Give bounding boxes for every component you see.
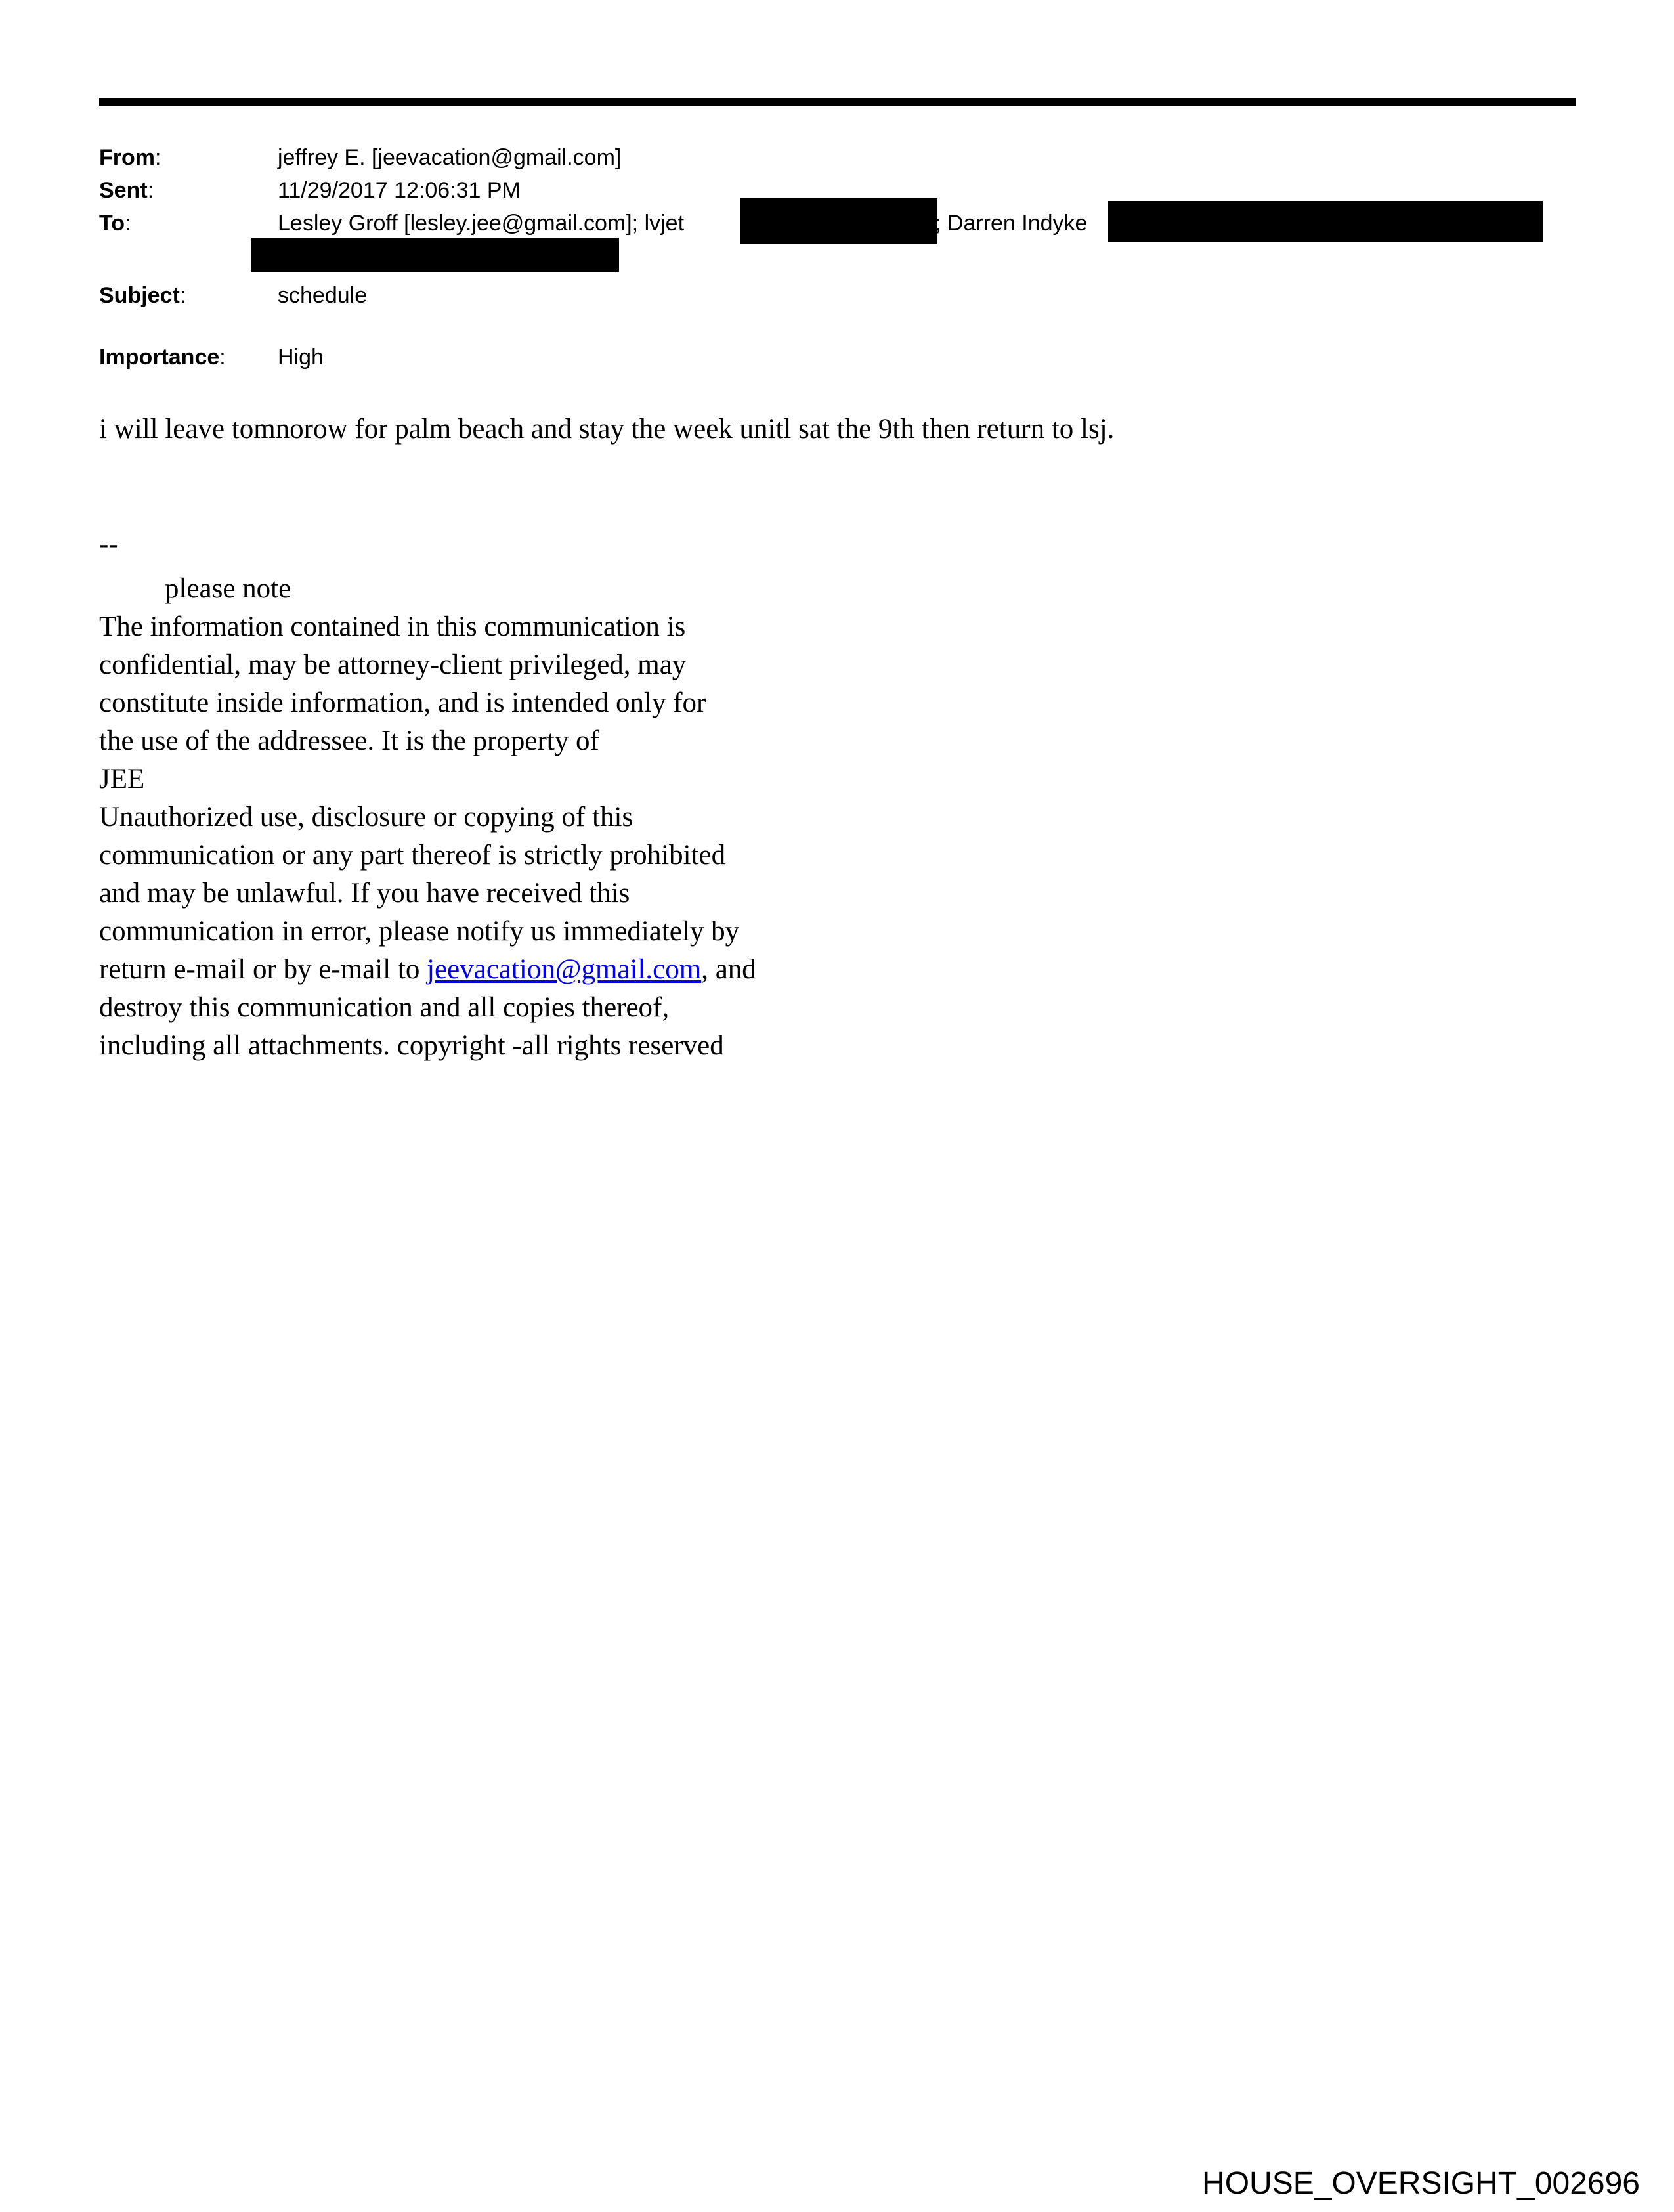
to-value-second-part: ; Darren Indyke — [935, 211, 1088, 236]
disclaimer-line: communication or any part thereof is strictly prohibited — [99, 840, 726, 871]
to-colon: : — [125, 211, 131, 236]
importance-value: High — [278, 345, 324, 370]
redaction-bar-recipient-1 — [740, 198, 937, 244]
disclaimer-line: The information contained in this communication is — [99, 611, 686, 642]
disclaimer-line: communication in error, please notify us immediately by — [99, 916, 740, 947]
redaction-bar-recipient-2 — [1108, 201, 1543, 242]
email-address-link[interactable]: jeevacation@gmail.com — [427, 954, 702, 985]
header-divider-rule — [99, 98, 1576, 106]
disclaimer-email-line — [99, 951, 1084, 989]
email-line-prefix: return e-mail or by e-mail to — [99, 954, 427, 985]
disclaimer-line: and may be unlawful. If you have received this — [99, 878, 630, 909]
sent-colon: : — [147, 178, 154, 203]
sent-label-text: Sent — [99, 178, 148, 203]
from-label-text: From — [99, 145, 155, 170]
disclaimer-line: destroy this communication and all copies thereof, — [99, 992, 670, 1023]
email-line-suffix: , and — [701, 954, 756, 985]
signature-separator: -- — [99, 529, 118, 559]
importance-colon: : — [219, 345, 226, 370]
disclaimer-line: constitute inside information, and is intended only for — [99, 687, 706, 718]
disclaimer-line: including all attachments. copyright -all rights reserved — [99, 1030, 724, 1061]
header-row-subject — [0, 281, 1674, 311]
bates-number: HOUSE_OVERSIGHT_002696 — [1202, 2166, 1640, 2201]
importance-label-text: Importance — [99, 345, 220, 370]
sent-value: 11/29/2017 12:06:31 PM — [278, 178, 521, 203]
from-label — [99, 143, 161, 172]
subject-label-text: Subject — [99, 283, 180, 308]
disclaimer-line: the use of the addressee. It is the property of — [99, 726, 599, 756]
disclaimer-line: confidential, may be attorney-client privileged, may — [99, 649, 687, 680]
to-label-text: To — [99, 211, 125, 236]
header-row-importance — [0, 343, 1674, 373]
header-row-from — [0, 143, 1674, 173]
redaction-bar-recipient-3 — [251, 238, 619, 272]
message-body-text: i will leave tomnorow for palm beach and stay the week unitl sat the 9th then return to lsj. — [99, 414, 1115, 445]
from-value: jeffrey E. [jeevacation@gmail.com] — [278, 145, 622, 170]
disclaimer-block — [99, 608, 1084, 1065]
disclaimer-line: JEE — [99, 764, 145, 794]
importance-label — [99, 343, 226, 372]
disclaimer-heading: please note — [165, 573, 291, 604]
subject-value: schedule — [278, 283, 368, 308]
from-colon: : — [155, 145, 161, 170]
sent-label — [99, 176, 154, 205]
to-value-first-part: Lesley Groff [lesley.jee@gmail.com]; lvjet — [278, 211, 685, 236]
to-label — [99, 209, 131, 238]
disclaimer-line: Unauthorized use, disclosure or copying of this — [99, 802, 633, 833]
subject-label — [99, 281, 186, 310]
subject-colon: : — [179, 283, 186, 308]
